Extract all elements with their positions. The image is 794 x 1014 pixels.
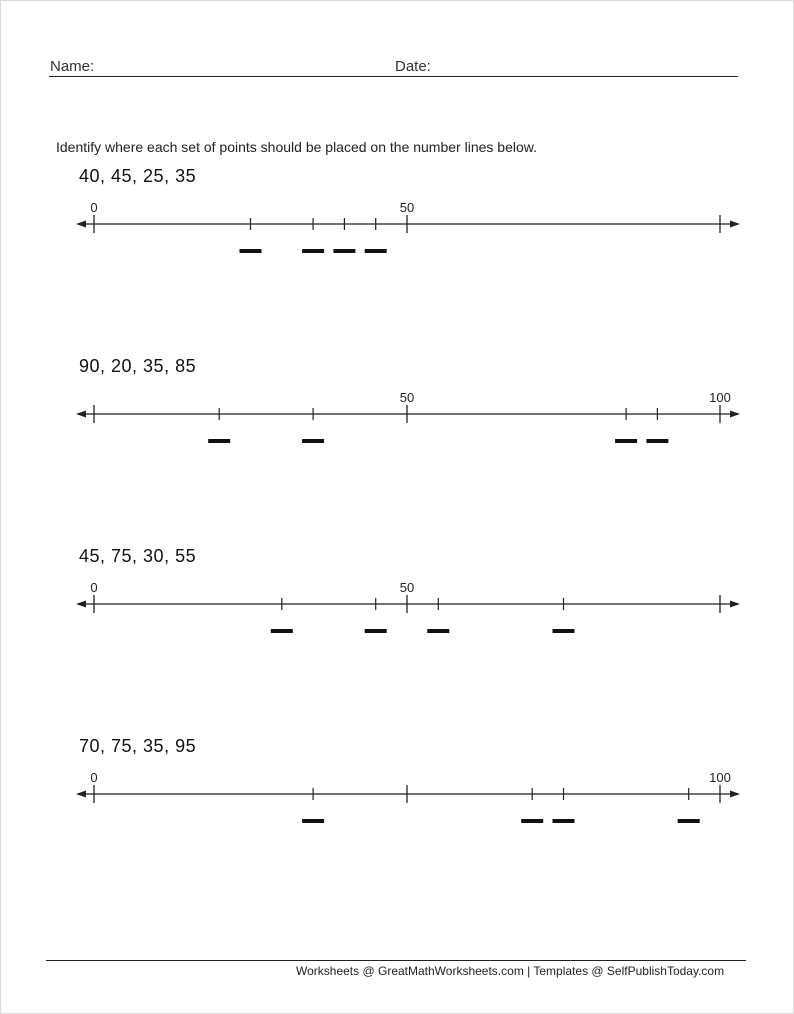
date-label: Date: (395, 58, 431, 75)
number-line (0, 546, 794, 666)
instructions: Identify where each set of points should be placed on the number lines below. (56, 139, 537, 155)
tick-label: 50 (399, 200, 415, 215)
footer-rule (46, 960, 746, 961)
left-arrow-icon (76, 411, 86, 418)
problem-numbers: 70, 75, 35, 95 (79, 736, 197, 756)
problem-numbers: 90, 20, 35, 85 (79, 356, 197, 376)
left-arrow-icon (76, 791, 86, 798)
tick-label: 0 (90, 770, 98, 785)
right-arrow-icon (730, 791, 740, 798)
number-line (0, 356, 794, 476)
answer-blank[interactable] (615, 439, 637, 443)
right-arrow-icon (730, 221, 740, 228)
answer-blank[interactable] (271, 629, 293, 633)
answer-blank[interactable] (521, 819, 543, 823)
problem-numbers: 40, 45, 25, 35 (79, 166, 197, 186)
footer-credit: Worksheets @ GreatMathWorksheets.com | Templates @ SelfPublishToday.com (296, 964, 725, 978)
answer-blank[interactable] (333, 249, 355, 253)
tick-label: 0 (90, 200, 98, 215)
right-arrow-icon (730, 601, 740, 608)
answer-blank[interactable] (646, 439, 668, 443)
number-line (0, 736, 794, 856)
answer-blank[interactable] (302, 819, 324, 823)
answer-blank[interactable] (553, 629, 575, 633)
tick-label: 50 (399, 580, 415, 595)
answer-blank[interactable] (365, 629, 387, 633)
answer-blank[interactable] (302, 249, 324, 253)
left-arrow-icon (76, 601, 86, 608)
answer-blank[interactable] (365, 249, 387, 253)
answer-blank[interactable] (302, 439, 324, 443)
number-line (0, 166, 794, 286)
right-arrow-icon (730, 411, 740, 418)
problem-3 (0, 546, 794, 666)
tick-label: 50 (399, 390, 415, 405)
problem-1 (0, 166, 794, 286)
name-date-row[interactable] (49, 56, 738, 77)
answer-blank[interactable] (553, 819, 575, 823)
answer-blank[interactable] (208, 439, 230, 443)
tick-label: 100 (709, 390, 731, 405)
problem-2 (0, 356, 794, 476)
tick-label: 0 (90, 580, 98, 595)
answer-blank[interactable] (240, 249, 262, 253)
problem-4 (0, 736, 794, 856)
problem-numbers: 45, 75, 30, 55 (79, 546, 197, 566)
answer-blank[interactable] (678, 819, 700, 823)
tick-label: 100 (709, 770, 731, 785)
answer-blank[interactable] (427, 629, 449, 633)
left-arrow-icon (76, 221, 86, 228)
name-label: Name: (50, 58, 95, 75)
